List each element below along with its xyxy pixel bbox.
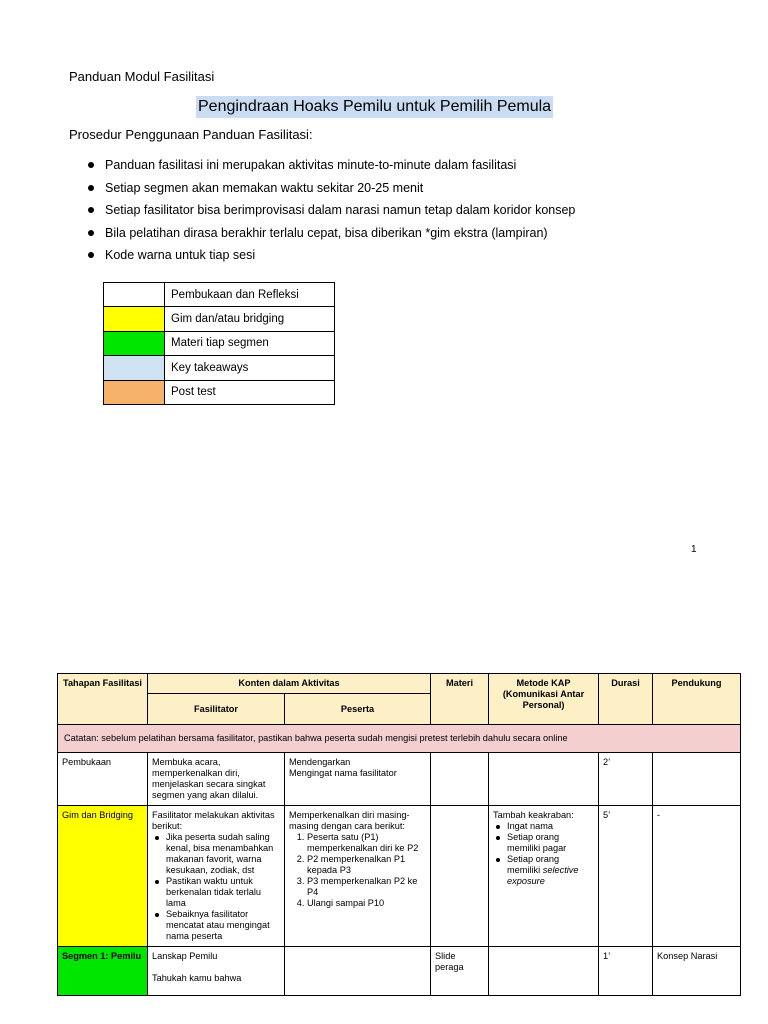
table-row (58, 753, 741, 806)
legend-row (104, 283, 335, 307)
legend-row (104, 356, 335, 380)
list-item-text: Setiap orang memiliki (507, 854, 560, 875)
list-item: 3. P3 memperkenalkan P2 ke P4 (307, 876, 426, 898)
table-row (58, 806, 741, 947)
cell-materi (431, 753, 489, 806)
bullet-item: Setiap segmen akan memakan waktu sekitar 20-25 menit (88, 179, 575, 202)
header-tahapan: Tahapan Fasilitasi (58, 674, 148, 725)
list-item: Jika peserta sudah saling kenal, bisa menambahkan makanan favorit, warna kesukaan, zodiak, dst (164, 832, 280, 876)
list-item: 4. Ulangi sampai P10 (307, 898, 426, 909)
list-item: Ingat nama (505, 821, 594, 832)
bullet-item: Panduan fasilitasi ini merupakan aktivitas minute-to-minute dalam fasilitasi (88, 156, 575, 179)
legend-row (104, 307, 335, 331)
header-fasilitator: Fasilitator (148, 694, 285, 725)
fasilitator-line: Tahukah kamu bahwa (152, 973, 242, 983)
cell-materi (431, 806, 489, 947)
legend-row (104, 331, 335, 355)
note-row (58, 725, 741, 753)
legend-label: Key takeaways (165, 356, 335, 380)
header-konten: Konten dalam Aktivitas (148, 674, 431, 694)
color-legend-table (103, 282, 335, 405)
list-item: Pastikan waktu untuk berkenalan tidak terlalu lama (164, 876, 280, 909)
procedure-bullet-list (88, 156, 575, 269)
header-durasi: Durasi (599, 674, 653, 725)
legend-swatch (104, 356, 165, 380)
metode-intro: Tambah keakraban: (493, 810, 574, 820)
table-row (58, 947, 741, 996)
legend-swatch (104, 380, 165, 404)
cell-durasi: 1’ (599, 947, 653, 996)
list-item: Sebaiknya fasilitator mencatat atau mengingat nama peserta (164, 909, 280, 942)
cell-fasilitator (148, 947, 285, 996)
cell-peserta (285, 947, 431, 996)
bullet-item: Setiap fasilitator bisa berimprovisasi dalam narasi namun tetap dalam koridor konsep (88, 201, 575, 224)
cell-metode (489, 806, 599, 947)
legend-swatch (104, 283, 165, 307)
cell-durasi: 5’ (599, 806, 653, 947)
cell-fasilitator (148, 806, 285, 947)
legend-label: Materi tiap segmen (165, 331, 335, 355)
cell-metode (489, 753, 599, 806)
cell-peserta (285, 753, 431, 806)
peserta-list (289, 832, 426, 909)
legend-swatch (104, 307, 165, 331)
fasilitator-line: Lanskap Pemilu (152, 951, 218, 961)
table-header-row (58, 674, 741, 694)
cell-pendukung (653, 753, 741, 806)
cell-tahapan: Pembukaan (58, 753, 148, 806)
page-number: 1 (691, 544, 697, 555)
legend-swatch (104, 331, 165, 355)
cell-tahapan: Segmen 1: Pemilu (58, 947, 148, 996)
cell-tahapan: Gim dan Bridging (58, 806, 148, 947)
legend-label: Gim dan/atau bridging (165, 307, 335, 331)
metode-list (493, 821, 594, 887)
cell-durasi: 2’ (599, 753, 653, 806)
fasilitator-intro: Fasilitator melakukan aktivitas berikut: (152, 810, 275, 831)
facilitation-table (57, 673, 741, 996)
cell-pendukung: - (653, 806, 741, 947)
pretest-note: Catatan: sebelum pelatihan bersama fasilitator, pastikan bahwa peserta sudah mengisi pretest terlebih dahulu secara online (58, 725, 741, 753)
cell-peserta (285, 806, 431, 947)
cell-materi: Slide peraga (431, 947, 489, 996)
peserta-intro: Memperkenalkan diri masing-masing dengan cara berikut: (289, 810, 410, 831)
list-item: 1. Peserta satu (P1) memperkenalkan diri ke P2 (307, 832, 426, 854)
legend-label: Post test (165, 380, 335, 404)
peserta-line: Mengingat nama fasilitator (289, 768, 397, 778)
header-metode: Metode KAP (Komunikasi Antar Personal) (489, 674, 599, 725)
list-item-emphasis: selective exposure (507, 865, 579, 886)
cell-metode (489, 947, 599, 996)
legend-row (104, 380, 335, 404)
list-item: 2. P2 memperkenalkan P1 kepada P3 (307, 854, 426, 876)
cell-fasilitator: Membuka acara, memperkenalkan diri, menjelaskan secara singkat segmen yang akan dilalui. (148, 753, 285, 806)
list-item: Setiap orang memiliki pagar (505, 832, 594, 854)
cell-pendukung: Konsep Narasi (653, 947, 741, 996)
fasilitator-list (152, 832, 280, 942)
document-title: Pengindraan Hoaks Pemilu untuk Pemilih Pemula (196, 96, 553, 118)
legend-label: Pembukaan dan Refleksi (165, 283, 335, 307)
list-item (505, 854, 594, 887)
header-peserta: Peserta (285, 694, 431, 725)
peserta-line: Mendengarkan (289, 757, 351, 767)
bullet-item: Kode warna untuk tiap sesi (88, 246, 575, 269)
document-header: Panduan Modul Fasilitasi (69, 69, 215, 84)
header-pendukung: Pendukung (653, 674, 741, 725)
procedure-heading: Prosedur Penggunaan Panduan Fasilitasi: (69, 127, 313, 142)
header-materi: Materi (431, 674, 489, 725)
bullet-item: Bila pelatihan dirasa berakhir terlalu cepat, bisa diberikan *gim ekstra (lampiran) (88, 224, 575, 247)
